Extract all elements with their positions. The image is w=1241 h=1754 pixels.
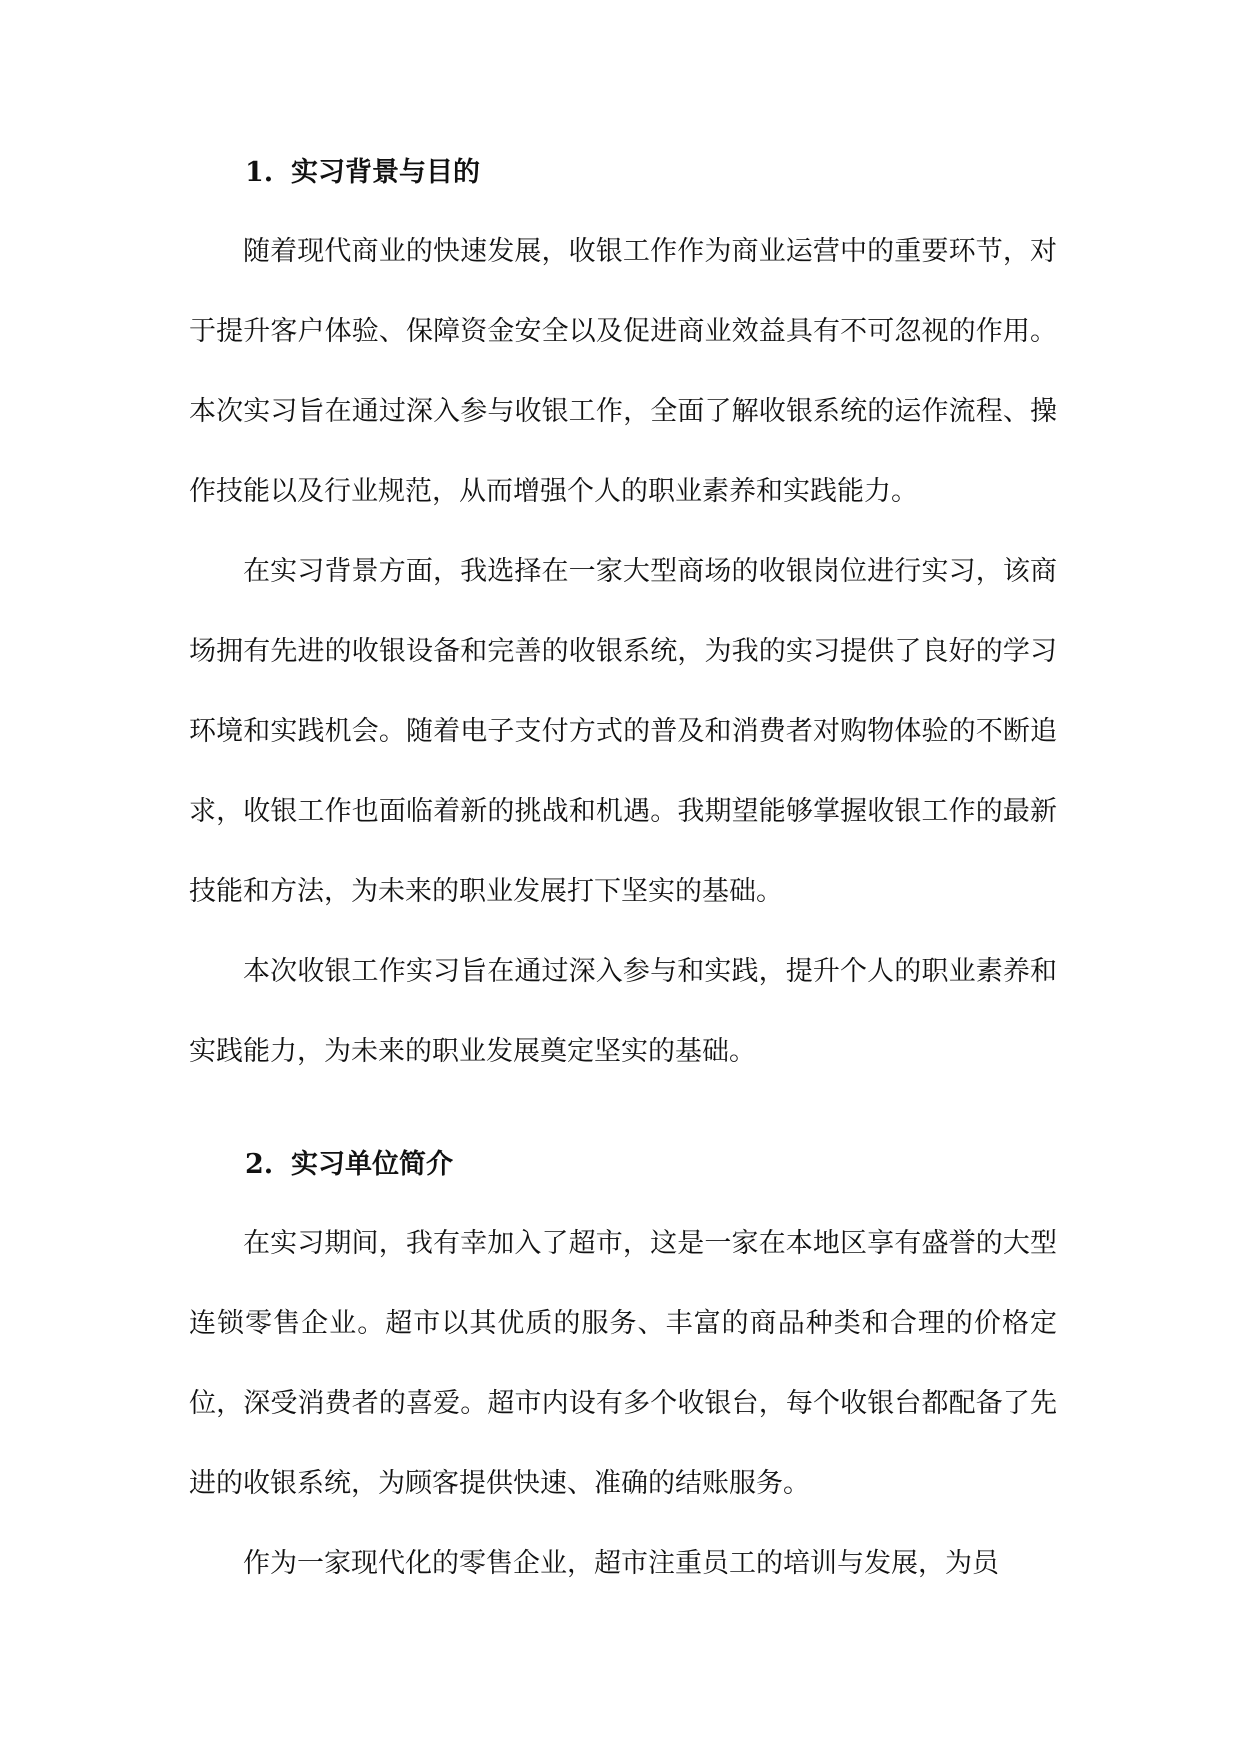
section-unit-intro [189,1140,1057,1604]
section-background-purpose [189,148,1057,1092]
document-body [189,148,1057,1604]
paragraph: 在实习期间，我有幸加入了超市，这是一家在本地区享有盛誉的大型连锁零售企业。超市以其优质的服务、丰富的商品种类和合理的价格定位，深受消费者的喜爱。超市内设有多个收银台，每个收银台都配备了先进的收银系统，为顾客提供快速、准确的结账服务。 [189,1228,1057,1499]
section-title: 实习背景与目的 [291,157,480,188]
paragraph: 作为一家现代化的零售企业，超市注重员工的培训与发展，为员 [243,1548,999,1579]
section-number: 2. [245,1149,274,1180]
section-heading [189,148,1057,198]
section-heading [189,1140,1057,1190]
paragraph: 随着现代商业的快速发展，收银工作作为商业运营中的重要环节，对于提升客户体验、保障资金安全以及促进商业效益具有不可忽视的作用。本次实习旨在通过深入参与收银工作，全面了解收银系统的运作流程、操作技能以及行业规范，从而增强个人的职业素养和实践能力。 [189,236,1057,507]
section-title: 实习单位简介 [291,1149,453,1180]
paragraph: 本次收银工作实习旨在通过深入参与和实践，提升个人的职业素养和实践能力，为未来的职业发展奠定坚实的基础。 [189,956,1057,1067]
paragraph: 在实习背景方面，我选择在一家大型商场的收银岗位进行实习，该商场拥有先进的收银设备和完善的收银系统，为我的实习提供了良好的学习环境和实践机会。随着电子支付方式的普及和消费者对购物体验的不断追求，收银工作也面临着新的挑战和机遇。我期望能够掌握收银工作的最新技能和方法，为未来的职业发展打下坚实的基础。 [189,556,1057,907]
section-number: 1. [245,157,274,188]
